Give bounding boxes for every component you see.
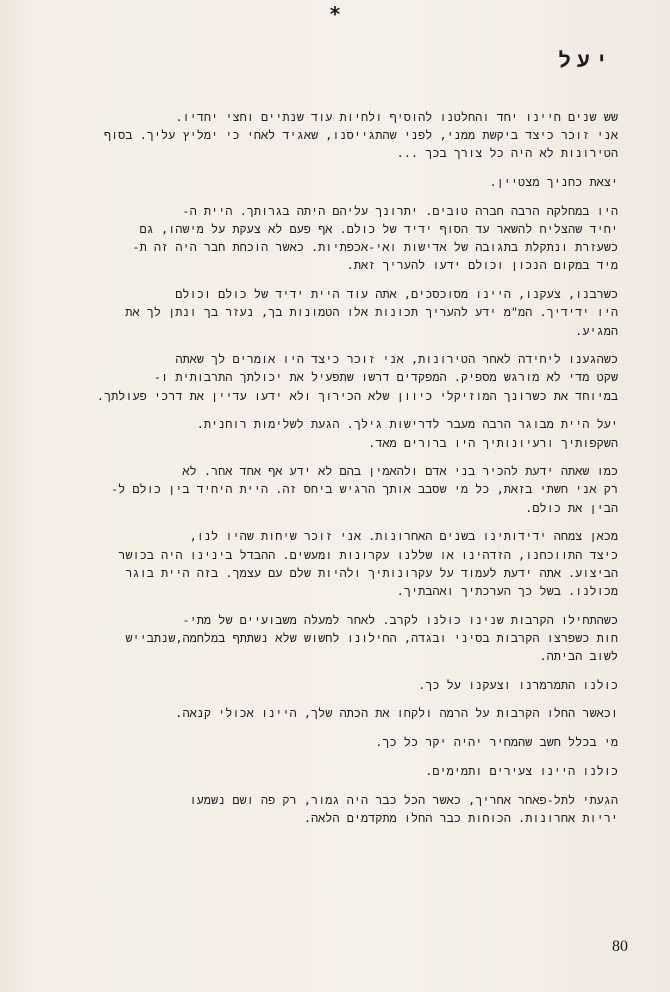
text-line: יצאת כחניך מצטיין.: [489, 175, 618, 190]
page-number: 80: [612, 938, 628, 955]
text-line: כשהתחילו הקרבות שנינו כולנו לקרב. לאחר למעלה משבועיים של מתי-: [182, 612, 618, 627]
text-line: יריות אחרונות. הכוחות כבר החלו מתקדמים הלאה.: [303, 810, 618, 825]
text-line: הבין את כולם.: [525, 500, 618, 515]
text-line: הגעתי לתל-פאחר אחריך, כאשר הכל כבר היה גמור, רק פה ושם נשמעו: [189, 792, 618, 807]
paragraph: [10, 202, 618, 275]
paragraph: [10, 173, 618, 191]
text-line: היו במחלקה הרבה חברה טובים. יתרונך עליהם היתה בגרותך. היית ה-: [182, 203, 618, 218]
text-line: כשהגענו ליחידה לאחר הטירונות, אני זוכר כיצד היו אומרים לך שאתה: [175, 352, 618, 367]
page-title: יעל: [558, 48, 614, 72]
paragraph: [10, 108, 618, 163]
paragraph: [10, 527, 618, 600]
text-line: אני זוכר כיצד ביקשת ממני, לפני שהתגייסנו, שאגיד לאחי כי ימליץ עליך. בסוף: [103, 128, 618, 143]
paragraph: [10, 350, 618, 405]
text-line: מכאן צמחה ידידותינו בשנים האחרונות. אני זוכר שיחות שהיו לנו,: [189, 529, 618, 544]
paragraph: [10, 285, 618, 340]
text-line: הביצוע. אתה ידעת לעמוד על עקרונותיך ולהיות שלם עם עצמך. בזה היית בוגר: [125, 565, 618, 580]
paragraph: [10, 791, 618, 827]
text-line: לשוב הביתה.: [539, 649, 618, 664]
text-line: יחיד שהצליח להשאר עד הסוף ידיד של כולם. אף פעם לא צעקת על מישהו, גם: [139, 222, 618, 237]
text-line: שש שנים חיינו יחד והחלטנו להוסיף ולחיות עוד שנתיים וחצי יחדיו.: [175, 110, 618, 124]
paragraph: [10, 611, 618, 666]
text-line: כיצד התווכחנו, הזדהינו או שללנו עקרונות ומעשים. ההבדל בינינו היה בכושר: [118, 547, 618, 562]
paragraph: [10, 415, 618, 451]
text-line: המגיע.: [575, 323, 618, 338]
paragraph: [10, 704, 618, 722]
text-line: מכולנו. בשל כך הערכתיך ואהבתיך.: [396, 583, 618, 598]
text-line: חות כשפרצו הקרבות בסיני ובגדה, החילונו לחשוש שלא נשתתף במלחמה,שנתבייש: [125, 630, 618, 645]
text-line: כולנו התמרמרנו וצעקנו על כך.: [418, 677, 618, 692]
text-line: כמו שאתה ידעת להכיר בני אדם ולהאמין בהם לא ידע אף אחד אחר. לא: [182, 464, 618, 479]
text-line: במיוחד את כשרונך המוזיקלי כיוון שלא הכירוך ולא ידעו עדיין את דרכי פעולתך.: [96, 388, 618, 403]
text-line: יעל היית מבוגר הרבה מעבר לדרישות גילך. הגעת לשלימות רוחנית.: [196, 417, 618, 432]
paragraph: [10, 676, 618, 694]
paragraph: [10, 462, 618, 517]
text-line: כשעזרת ונתקלת בתגובה של אדישות ואי-אכפתיות. כאשר הוכחת חבר היה זה ת-: [132, 240, 618, 255]
text-line: רק אני חשתי בזאת, כל מי שסבב אותך הרגיש ביחס זה. היית היחיד בין כולם ל-: [110, 482, 618, 497]
text-line: כשרבנו, צעקנו, היינו מסוכסכים, אתה עוד היית ידיד של כולם וכולם: [175, 287, 618, 302]
paragraph: [10, 762, 618, 780]
text-line: וכאשר החלו הקרבות על הרמה ולקחו את הכתה שלך, היינו אכולי קנאה.: [175, 706, 618, 721]
text-line: מי בכלל חשב שהמחיר יהיה יקר כל כך.: [375, 735, 618, 750]
paragraph: [10, 733, 618, 751]
text-line: שקט מדי לא מורגש מספיק. המפקדים דרשו שתפעיל את יכולתך התרבותית ו-: [153, 370, 618, 385]
text-line: הטירונות לא היה כל צורך בכך ...: [396, 146, 618, 161]
text-line: מיד במקום הנכון וכולם ידעו להעריך זאת.: [346, 258, 618, 273]
memorial-text: [10, 108, 618, 838]
ornament-asterisk: *: [328, 2, 342, 26]
text-line: השקפותיך ורעיונותיך היו ברורים מאד.: [368, 435, 618, 450]
text-line: כולנו היינו צעירים ותמימים.: [425, 763, 618, 778]
text-line: היו ידידיך. המ"מ ידע להעריך תכונות אלו הטמונות בך, נעזר בך ונתן לך את: [125, 305, 618, 320]
